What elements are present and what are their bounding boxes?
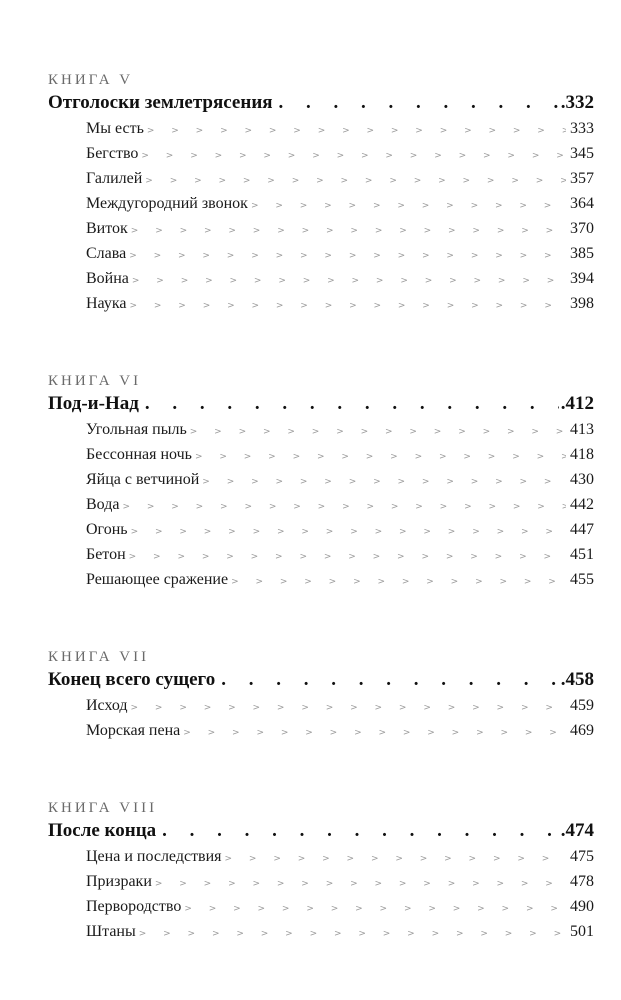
chapter-page-number: 490 [570,898,594,915]
arrow-leader [131,520,566,545]
chapter-title: Решающее сражение [86,571,229,588]
arrow-leader [131,696,566,721]
chapter-entry[interactable] [86,442,594,467]
arrow-leader [129,244,566,269]
chapter-page-number: 478 [570,873,594,890]
chapter-title: Угольная пыль [86,421,187,438]
dot-leader [145,391,559,417]
chapter-entry[interactable] [86,291,594,316]
chapter-entry[interactable] [86,492,594,517]
arrow-leader [195,445,566,470]
chapter-page-number: 333 [570,120,594,137]
arrow-leader [122,495,566,520]
chapter-title: Штаны [86,923,136,940]
chapter-entry[interactable] [86,844,594,869]
part-page-number: .458 [560,669,594,690]
chapter-entry[interactable] [86,718,594,743]
part-page-number: .474 [560,820,594,841]
chapter-page-number: 364 [570,195,594,212]
chapter-page-number: 430 [570,471,594,488]
arrow-leader [202,470,566,495]
chapter-title: Призраки [86,873,152,890]
chapter-page-number: 459 [570,697,594,714]
chapter-title: Исход [86,697,128,714]
part-entry[interactable] [48,90,594,116]
dot-leader [279,90,559,116]
chapter-entry[interactable] [86,241,594,266]
chapter-title: Война [86,270,129,287]
chapter-title: Цена и последствия [86,848,222,865]
chapter-title: Морская пена [86,722,181,739]
chapter-page-number: 469 [570,722,594,739]
book-section-6 [48,371,594,592]
chapter-page-number: 418 [570,446,594,463]
book-label: КНИГА VIII [48,800,158,816]
chapter-entry[interactable] [86,542,594,567]
chapter-entry[interactable] [86,166,594,191]
chapter-page-number: 442 [570,496,594,513]
arrow-leader [147,119,566,144]
arrow-leader [141,144,566,169]
chapter-entry[interactable] [86,141,594,166]
book-section-7 [48,647,594,743]
chapter-page-number: 370 [570,220,594,237]
chapter-entry[interactable] [86,869,594,894]
chapter-entry[interactable] [86,417,594,442]
chapter-entry[interactable] [86,894,594,919]
chapter-title: Бегство [86,145,139,162]
book-section-5 [48,70,594,316]
chapter-page-number: 501 [570,923,594,940]
chapter-entry[interactable] [86,919,594,944]
arrow-leader [155,872,566,897]
chapter-page-number: 345 [570,145,594,162]
chapter-page-number: 398 [570,295,594,312]
chapter-page-number: 451 [570,546,594,563]
book-label: КНИГА V [48,72,134,88]
arrow-leader [231,570,566,595]
chapter-title: Мы есть [86,120,144,137]
part-entry[interactable] [48,667,594,693]
part-title: Конец всего сущего [48,669,216,690]
part-page-number: .332 [560,92,594,113]
chapter-title: Бессонная ночь [86,446,192,463]
chapter-page-number: 385 [570,245,594,262]
arrow-leader [183,721,566,746]
chapter-title: Бетон [86,546,126,563]
arrow-leader [131,219,566,244]
part-entry[interactable] [48,391,594,417]
chapter-entry[interactable] [86,191,594,216]
dot-leader [162,818,559,844]
chapter-title: Яйца с ветчиной [86,471,200,488]
book-label: КНИГА VI [48,373,142,389]
chapter-entry[interactable] [86,266,594,291]
arrow-leader [132,269,566,294]
arrow-leader [190,420,566,445]
chapter-page-number: 455 [570,571,594,588]
chapter-title: Слава [86,245,127,262]
part-title: Под-и-Над [48,393,139,414]
chapter-page-number: 475 [570,848,594,865]
arrow-leader [139,922,566,947]
chapter-page-number: 357 [570,170,594,187]
chapter-entry[interactable] [86,517,594,542]
part-title: После конца [48,820,157,841]
chapter-page-number: 413 [570,421,594,438]
book-label: КНИГА VII [48,649,150,665]
arrow-leader [184,897,566,922]
chapter-title: Вода [86,496,120,513]
chapter-title: Виток [86,220,128,237]
chapter-title: Первородство [86,898,182,915]
part-page-number: .412 [560,393,594,414]
dot-leader [221,667,559,693]
arrow-leader [251,194,566,219]
chapter-entry[interactable] [86,116,594,141]
chapter-title: Междугородний звонок [86,195,248,212]
part-title: Отголоски землетрясения [48,92,273,113]
chapter-page-number: 394 [570,270,594,287]
chapter-title: Галилей [86,170,143,187]
part-entry[interactable] [48,818,594,844]
chapter-entry[interactable] [86,216,594,241]
book-section-8 [48,798,594,944]
arrow-leader [225,847,566,872]
chapter-title: Наука [86,295,127,312]
chapter-title: Огонь [86,521,128,538]
chapter-page-number: 447 [570,521,594,538]
arrow-leader [129,294,566,319]
chapter-entry[interactable] [86,467,594,492]
chapter-entry[interactable] [86,693,594,718]
chapter-entry[interactable] [86,567,594,592]
